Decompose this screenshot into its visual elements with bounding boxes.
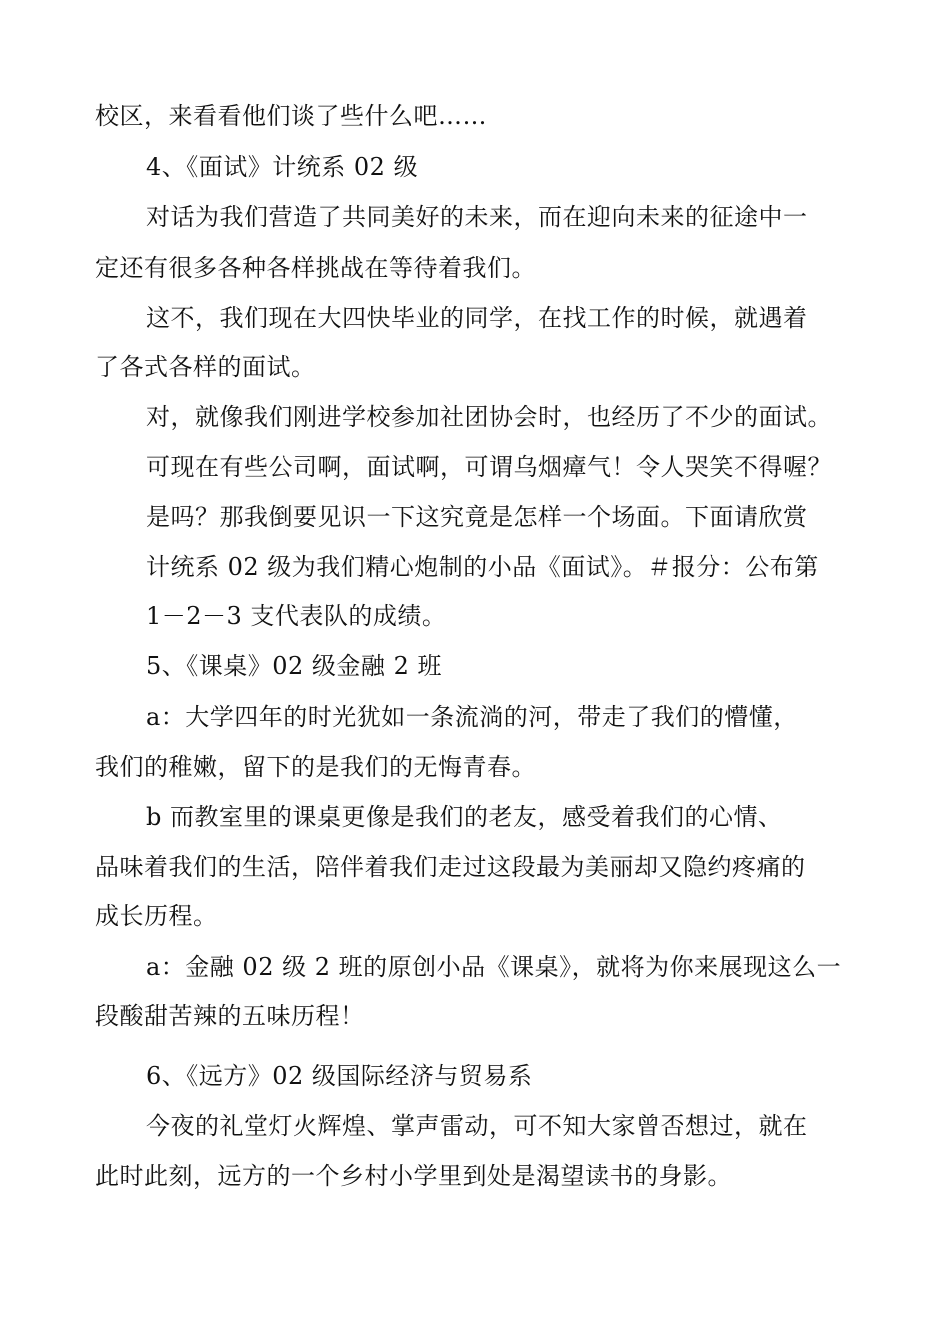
paragraph-line: 对话为我们营造了共同美好的未来，而在迎向未来的征途中一 bbox=[146, 203, 808, 231]
paragraph-line: 可现在有些公司啊，面试啊，可谓乌烟瘴气！令人哭笑不得喔？ bbox=[146, 453, 832, 481]
text-line: 校区，来看看他们谈了些什么吧…… bbox=[95, 102, 487, 130]
paragraph-line: 此时此刻，远方的一个乡村小学里到处是渴望读书的身影。 bbox=[95, 1162, 732, 1190]
paragraph-line: 成长历程。 bbox=[95, 902, 218, 930]
section-heading: 4、《面试》计统系 02 级 bbox=[146, 153, 419, 181]
paragraph-line: 这不，我们现在大四快毕业的同学，在找工作的时候，就遇着 bbox=[146, 304, 808, 332]
section-heading: 6、《远方》02 级国际经济与贸易系 bbox=[146, 1062, 533, 1090]
paragraph-line: a：金融 02 级 2 班的原创小品《课桌》，就将为你来展现这么一 bbox=[146, 953, 842, 981]
paragraph-line: 计统系 02 级为我们精心炮制的小品《面试》。＃报分：公布第 bbox=[146, 553, 819, 581]
paragraph-line: 1－2－3 支代表队的成绩。 bbox=[146, 602, 447, 630]
paragraph-line: 定还有很多各种各样挑战在等待着我们。 bbox=[95, 254, 536, 282]
paragraph-line: 了各式各样的面试。 bbox=[95, 353, 316, 381]
paragraph-line: 我们的稚嫩，留下的是我们的无悔青春。 bbox=[95, 753, 536, 781]
paragraph-line: 对，就像我们刚进学校参加社团协会时，也经历了不少的面试。 bbox=[146, 403, 832, 431]
paragraph-line: 今夜的礼堂灯火辉煌、掌声雷动，可不知大家曾否想过，就在 bbox=[146, 1112, 808, 1140]
paragraph-line: 是吗？那我倒要见识一下这究竟是怎样一个场面。下面请欣赏 bbox=[146, 503, 808, 531]
paragraph-line: 段酸甜苦辣的五味历程！ bbox=[95, 1002, 365, 1030]
paragraph-line: b 而教室里的课桌更像是我们的老友，感受着我们的心情、 bbox=[146, 803, 783, 831]
section-heading: 5、《课桌》02 级金融 2 班 bbox=[146, 652, 442, 680]
paragraph-line: 品味着我们的生活，陪伴着我们走过这段最为美丽却又隐约疼痛的 bbox=[95, 853, 806, 881]
paragraph-line: a：大学四年的时光犹如一条流淌的河，带走了我们的懵懂， bbox=[146, 703, 798, 731]
